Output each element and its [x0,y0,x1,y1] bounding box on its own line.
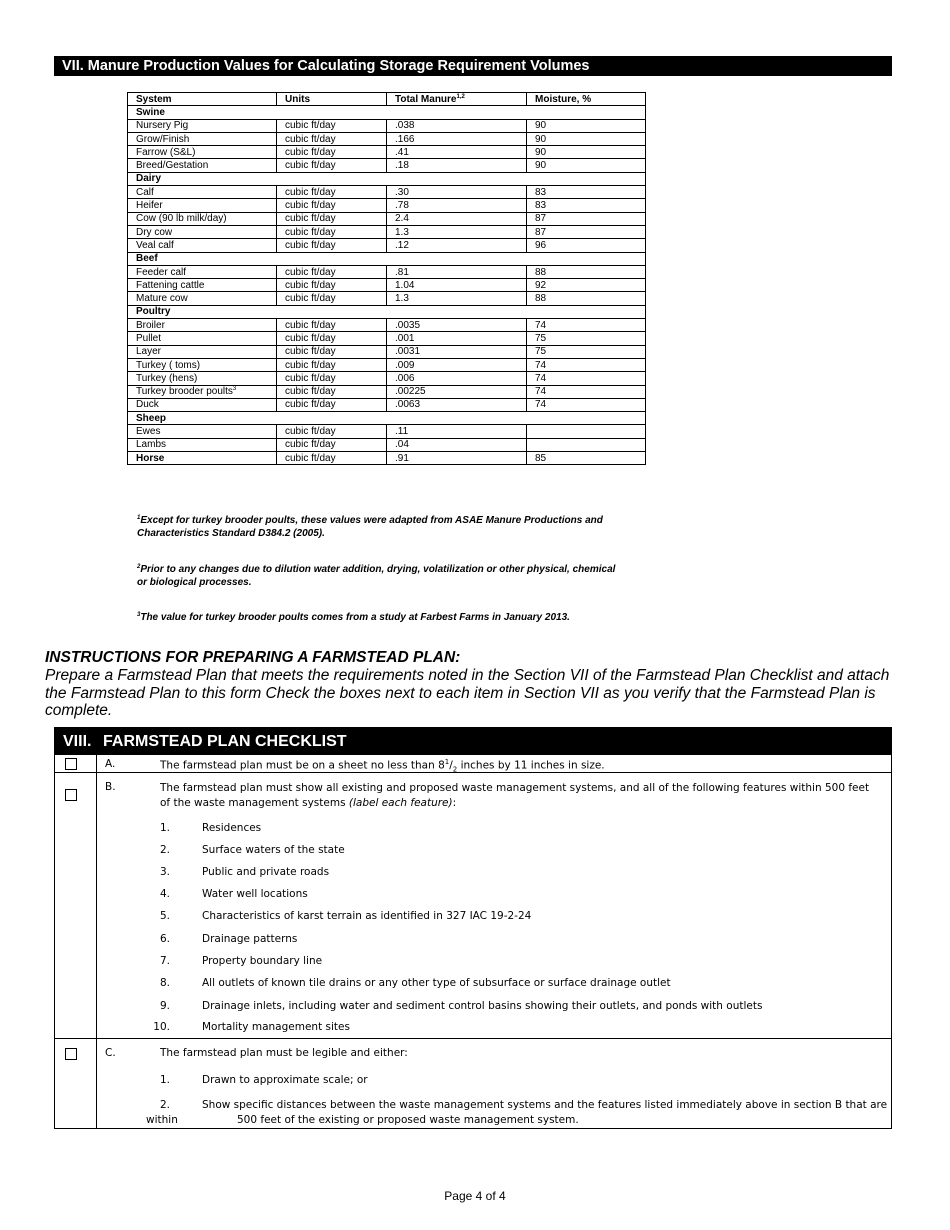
table-group-row [128,172,646,185]
table-cell: .30 [387,186,527,199]
item-a-text-after: inches by 11 inches in size. [457,759,605,772]
table-cell: .166 [387,132,527,145]
table-cell: Duck [128,398,277,411]
table-row [128,332,646,345]
item-b-subitem-number: 9. [159,1000,170,1012]
item-b-subitem-text: Mortality management sites [202,1021,350,1033]
footnote-3 [137,612,657,625]
table-group-row [128,252,646,265]
header-moisture: Moisture, % [527,93,646,106]
item-b-subitem-text: Characteristics of karst terrain as identified in 327 IAC 19-2-24 [202,910,532,922]
footnote-mark: 1 [137,515,141,521]
table-row [128,132,646,145]
item-c-sub1-number: 1. [159,1074,170,1086]
table-cell: Mature cow [128,292,277,305]
table-row [128,265,646,278]
table-cell: 90 [527,159,646,172]
table-cell: cubic ft/day [277,132,387,145]
instructions-body: Prepare a Farmstead Plan that meets the requirements noted in the Section VII of the Farmstead Plan Checklist and attach the Farmstead Plan to this form Check the boxes next to each item in Section VII as you verify that the Farmstead Plan is complete. [45,667,890,719]
footnote-text: Except for turkey brooder poults, these values were adapted from ASAE Manure Productions and Characteristics Standard D384.2 (2005). [137,515,603,539]
table-cell: cubic ft/day [277,438,387,451]
table-cell: 96 [527,239,646,252]
item-b-subitem-number: 1. [159,822,170,834]
table-group-row [128,305,646,318]
table-row [128,225,646,238]
table-cell: Feeder calf [128,265,277,278]
item-c-sub1-text: Drawn to approximate scale; or [202,1074,368,1086]
table-row [128,425,646,438]
table-cell: cubic ft/day [277,292,387,305]
table-row [128,319,646,332]
table-cell: 83 [527,199,646,212]
table-row [128,146,646,159]
footnote-mark: 3 [232,386,237,393]
table-cell: cubic ft/day [277,239,387,252]
table-cell: 85 [527,452,646,465]
manure-production-table [127,92,646,465]
item-b-subitem-number: 10. [153,1021,170,1033]
item-b-letter: B. [105,781,116,793]
checkbox-item-c[interactable] [65,1048,77,1060]
row-divider [55,1038,891,1039]
item-b-subitem-text: Property boundary line [202,955,323,967]
item-b-subitem-text: All outlets of known tile drains or any other type of subsurface or surface drainage outlet [202,977,671,989]
table-cell: 90 [527,119,646,132]
group-name: Beef [128,252,646,265]
table-cell: .0031 [387,345,527,358]
header-total-manure [387,93,527,106]
footnote-text: The value for turkey brooder poults comes from a study at Farbest Farms in January 2013. [140,612,570,623]
group-name: Dairy [128,172,646,185]
farmstead-plan-checklist [54,727,892,1129]
item-b-subitem-number: 6. [159,933,170,945]
table-cell: .18 [387,159,527,172]
instructions-title: INSTRUCTIONS FOR PREPARING A FARMSTEAD PLAN: [45,649,461,666]
item-b-subitem-text: Drainage inlets, including water and sediment control basins showing their outlets, and ponds with outlets [202,1000,763,1012]
table-cell: cubic ft/day [277,425,387,438]
table-cell: Calf [128,186,277,199]
table-cell: 74 [527,319,646,332]
table-cell: cubic ft/day [277,119,387,132]
section-8-number: VIII. [63,733,92,750]
table-cell: cubic ft/day [277,385,387,398]
table-row [128,438,646,451]
table-cell: Cow (90 lb milk/day) [128,212,277,225]
item-b-subitem-text: Surface waters of the state [202,844,345,856]
footnote-mark: 2 [137,564,141,570]
checkbox-item-b[interactable] [65,789,77,801]
table-cell: 87 [527,212,646,225]
item-b-text-end: : [452,797,457,809]
item-a-letter: A. [105,758,116,770]
item-c-text: The farmstead plan must be legible and either: [160,1047,408,1059]
item-b-text [160,781,880,811]
table-cell: .41 [387,146,527,159]
table-cell: Turkey ( toms) [128,358,277,371]
table-cell: Heifer [128,199,277,212]
table-cell: .038 [387,119,527,132]
item-a-text [160,758,605,774]
table-group-row [128,412,646,425]
table-cell: cubic ft/day [277,372,387,385]
table-cell: cubic ft/day [277,159,387,172]
table-group-row [128,106,646,119]
table-cell: Nursery Pig [128,119,277,132]
footnote-1 [137,515,657,540]
item-b-subitem-text: Water well locations [202,888,308,900]
item-c-sub2-text: Show specific distances between the waste management systems and the features listed immediately above in section B that are [202,1099,888,1111]
table-cell: cubic ft/day [277,199,387,212]
table-cell: 88 [527,265,646,278]
item-b-subitem-text: Residences [202,822,262,834]
table-row [128,119,646,132]
table-cell: Veal calf [128,239,277,252]
table-header-row [128,93,646,106]
table-cell: 90 [527,146,646,159]
table-cell: cubic ft/day [277,332,387,345]
section-7-title: VII. Manure Production Values for Calculating Storage Requirement Volumes [54,56,892,76]
table-cell: cubic ft/day [277,265,387,278]
table-cell: Dry cow [128,225,277,238]
item-a-frac-num: 1 [444,758,450,766]
item-c-letter: C. [105,1047,116,1059]
item-c-sub2-number: 2. [159,1099,170,1111]
table-row [128,292,646,305]
table-row [128,279,646,292]
table-cell: Grow/Finish [128,132,277,145]
table-cell: 90 [527,132,646,145]
item-b-subitem-number: 8. [159,977,170,989]
header-footnote-mark: 1,2 [456,93,465,100]
item-a-frac-slash: / [449,759,453,772]
table-cell: cubic ft/day [277,186,387,199]
table-cell: cubic ft/day [277,358,387,371]
table-cell: 92 [527,279,646,292]
item-c-sub2-continuation: 500 feet of the existing or proposed waste management system. [237,1114,579,1126]
table-cell: 75 [527,345,646,358]
table-cell [128,385,277,398]
header-total-manure-label: Total Manure [395,93,457,105]
table-cell: 74 [527,372,646,385]
item-b-text-italic: (label each feature) [348,797,453,809]
table-cell: 74 [527,398,646,411]
table-cell: .78 [387,199,527,212]
table-row [128,385,646,398]
footnote-2 [137,564,627,589]
item-b-subitem-number: 4. [159,888,170,900]
table-cell: Broiler [128,319,277,332]
table-cell: .81 [387,265,527,278]
table-row [128,358,646,371]
table-cell: 74 [527,358,646,371]
group-name: Sheep [128,412,646,425]
table-cell [527,425,646,438]
table-row [128,159,646,172]
table-row [128,398,646,411]
table-cell: 88 [527,292,646,305]
table-row [128,239,646,252]
table-cell: .91 [387,452,527,465]
table-cell: .006 [387,372,527,385]
table-cell: .0063 [387,398,527,411]
header-units: Units [277,93,387,106]
section-8-header [55,728,891,755]
table-cell: Turkey (hens) [128,372,277,385]
item-b-subitem-text: Drainage patterns [202,933,298,945]
table-cell: 75 [527,332,646,345]
item-b-subitem-number: 7. [159,955,170,967]
item-a-text-before: The farmstead plan must be on a sheet no less than 8 [160,759,445,772]
table-cell: .0035 [387,319,527,332]
table-cell: cubic ft/day [277,345,387,358]
footnote-mark: 3 [137,612,141,618]
table-row [128,345,646,358]
table-row [128,372,646,385]
table-cell: Layer [128,345,277,358]
table-cell: Lambs [128,438,277,451]
item-c-sub2-within: within [146,1114,178,1126]
table-cell: .12 [387,239,527,252]
table-cell: .00225 [387,385,527,398]
table-cell: cubic ft/day [277,146,387,159]
table-cell: Ewes [128,425,277,438]
table-cell: 83 [527,186,646,199]
header-system: System [128,93,277,106]
table-cell: 1.04 [387,279,527,292]
group-name: Poultry [128,305,646,318]
table-cell: .001 [387,332,527,345]
checkbox-item-a[interactable] [65,758,77,770]
table-cell [527,438,646,451]
item-b-text-main: The farmstead plan must show all existing and proposed waste management systems, and all of the following features within 500 feet of the waste management systems [160,782,870,809]
item-a-frac-den: 2 [452,765,458,774]
table-cell: cubic ft/day [277,279,387,292]
table-cell: Horse [128,452,277,465]
item-b-subitem-number: 5. [159,910,170,922]
table-cell: cubic ft/day [277,319,387,332]
table-cell: Breed/Gestation [128,159,277,172]
table-cell: Pullet [128,332,277,345]
table-cell: 1.3 [387,225,527,238]
table-row-horse [128,452,646,465]
section-8-title: FARMSTEAD PLAN CHECKLIST [103,733,347,750]
table-cell: .04 [387,438,527,451]
table-cell: 74 [527,385,646,398]
cell-label: Turkey brooder poults [136,386,233,398]
group-name: Swine [128,106,646,119]
table-row [128,212,646,225]
table-row [128,186,646,199]
table-cell: Farrow (S&L) [128,146,277,159]
table-cell: 1.3 [387,292,527,305]
table-cell: cubic ft/day [277,212,387,225]
table-cell: cubic ft/day [277,452,387,465]
item-b-subitem-number: 2. [159,844,170,856]
page-number: Page 4 of 4 [444,1189,506,1203]
item-b-subitem-number: 3. [159,866,170,878]
table-cell: Fattening cattle [128,279,277,292]
checkbox-column-divider [96,755,97,1128]
table-cell: .009 [387,358,527,371]
table-cell: cubic ft/day [277,225,387,238]
table-cell: .11 [387,425,527,438]
item-b-subitem-text: Public and private roads [202,866,330,878]
table-cell: 2.4 [387,212,527,225]
table-cell: cubic ft/day [277,398,387,411]
footnote-text: Prior to any changes due to dilution water addition, drying, volatilization or other physical, chemical or biological processes. [137,564,616,588]
table-cell: 87 [527,225,646,238]
table-row [128,199,646,212]
